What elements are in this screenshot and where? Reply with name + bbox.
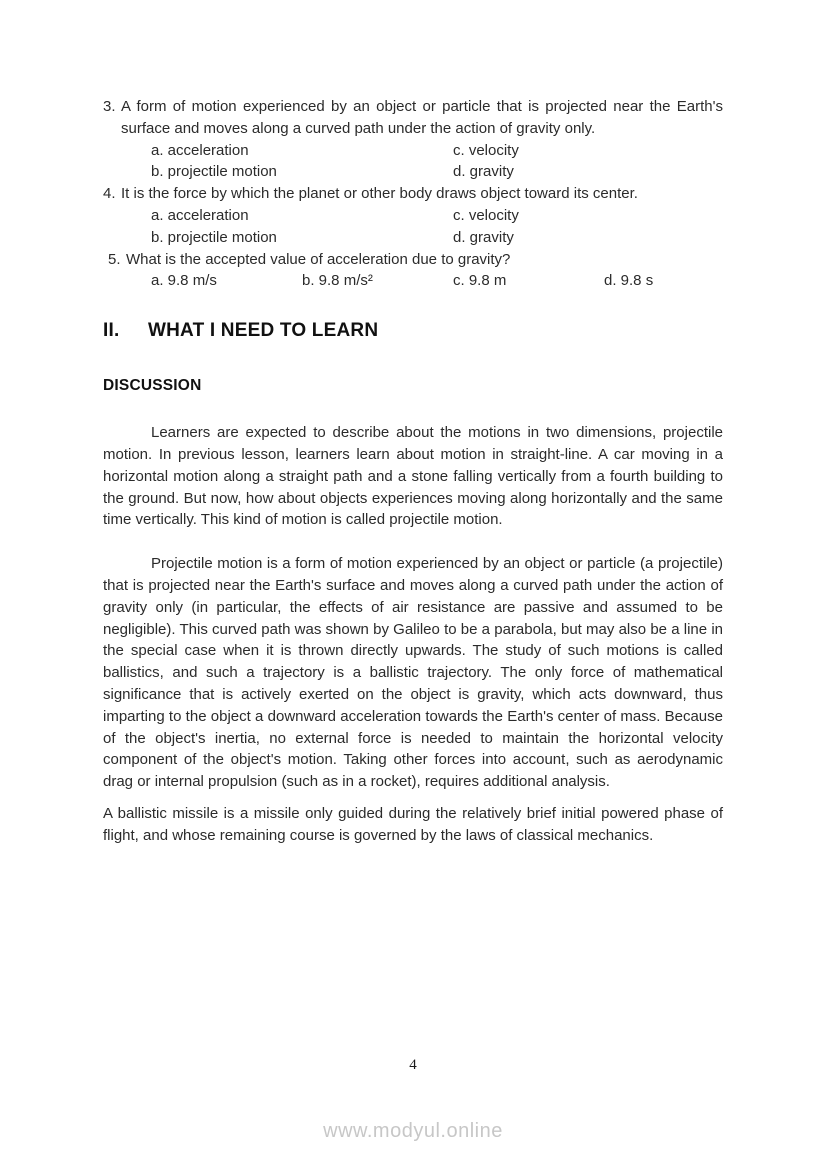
- option-c: c. velocity: [453, 206, 519, 224]
- option-a: a. acceleration: [151, 141, 249, 159]
- option-b: b. projectile motion: [151, 163, 277, 181]
- option-a: a. 9.8 m/s: [151, 272, 217, 290]
- question-item-3: [103, 96, 723, 183]
- options-column-left: [151, 140, 453, 184]
- question-number: 5.: [108, 250, 121, 268]
- discussion-paragraph-2: Projectile motion is a form of motion experienced by an object or particle (a projectile) that is projected near the Earth's surface and moves along a curved path under the action of gravity only (in particular, the effects of air resistance are passive and assumed to be negligible). This curved path was shown by Galileo to be a parabola, but may also be a line in the special case when it is thrown directly upwards. The study of such motions is called ballistics, and such a trajectory is a ballistic trajectory. The only force of mathematical significance that is actively exerted on the object is gravity, which acts downward, thus imparting to the object a downward acceleration towards the Earth's center of mass. Because of the object's inertia, no external force is needed to maintain the horizontal velocity component of the object's motion. Taking other forces into account, such as aerodynamic drag or internal propulsion (such as in a rocket), requires additional analysis.: [103, 555, 723, 791]
- option-c: c. velocity: [453, 141, 519, 159]
- option-b: b. projectile motion: [151, 228, 277, 246]
- question-item-4: [103, 183, 723, 248]
- question-item-5: [103, 249, 723, 293]
- section-heading: [103, 318, 723, 344]
- discussion-paragraph-1: Learners are expected to describe about the motions in two dimensions, projectile motion. In previous lesson, learners learn about motion in straight-line. A car moving in a horizontal motion along a straight path and a stone falling vertically from a fourth building to the ground. But now, how about objects experiences moving along horizontally and the same time vertically. This kind of motion is called projectile motion.: [103, 424, 723, 529]
- question-number: 4.: [103, 185, 116, 203]
- options-column-left: [151, 205, 453, 249]
- option-b: b. 9.8 m/s²: [302, 272, 373, 290]
- page-content: [103, 96, 723, 847]
- section-numeral: II.: [103, 320, 120, 342]
- question-text: It is the force by which the planet or other body draws object toward its center.: [121, 185, 638, 203]
- options-grid: [151, 140, 723, 184]
- question-number: 3.: [103, 98, 116, 115]
- question-text: A form of motion experienced by an object or particle that is projected near the Earth's surface and moves along a curved path under the action of gravity only.: [121, 98, 723, 137]
- option-d: d. gravity: [453, 163, 514, 181]
- options-column-right: [453, 205, 723, 249]
- page-number: 4: [409, 1057, 417, 1073]
- option-d: d. 9.8 s: [604, 272, 654, 290]
- option-d: d. gravity: [453, 228, 514, 246]
- options-column-right: [453, 140, 723, 184]
- question-line: [103, 96, 723, 140]
- question-text: What is the accepted value of acceleration due to gravity?: [126, 250, 511, 268]
- discussion-paragraph-3: A ballistic missile is a missile only guided during the relatively brief initial powered phase of flight, and whose remaining course is governed by the laws of classical mechanics.: [103, 804, 723, 844]
- question-line: [103, 183, 723, 205]
- options-grid: [151, 205, 723, 249]
- watermark: www.modyul.online: [323, 1120, 503, 1142]
- question-line: [103, 249, 723, 271]
- options-row: [151, 270, 723, 292]
- discussion-heading: DISCUSSION: [103, 377, 202, 395]
- section-title: WHAT I NEED TO LEARN: [148, 320, 379, 342]
- option-a: a. acceleration: [151, 206, 249, 224]
- option-c: c. 9.8 m: [453, 272, 507, 290]
